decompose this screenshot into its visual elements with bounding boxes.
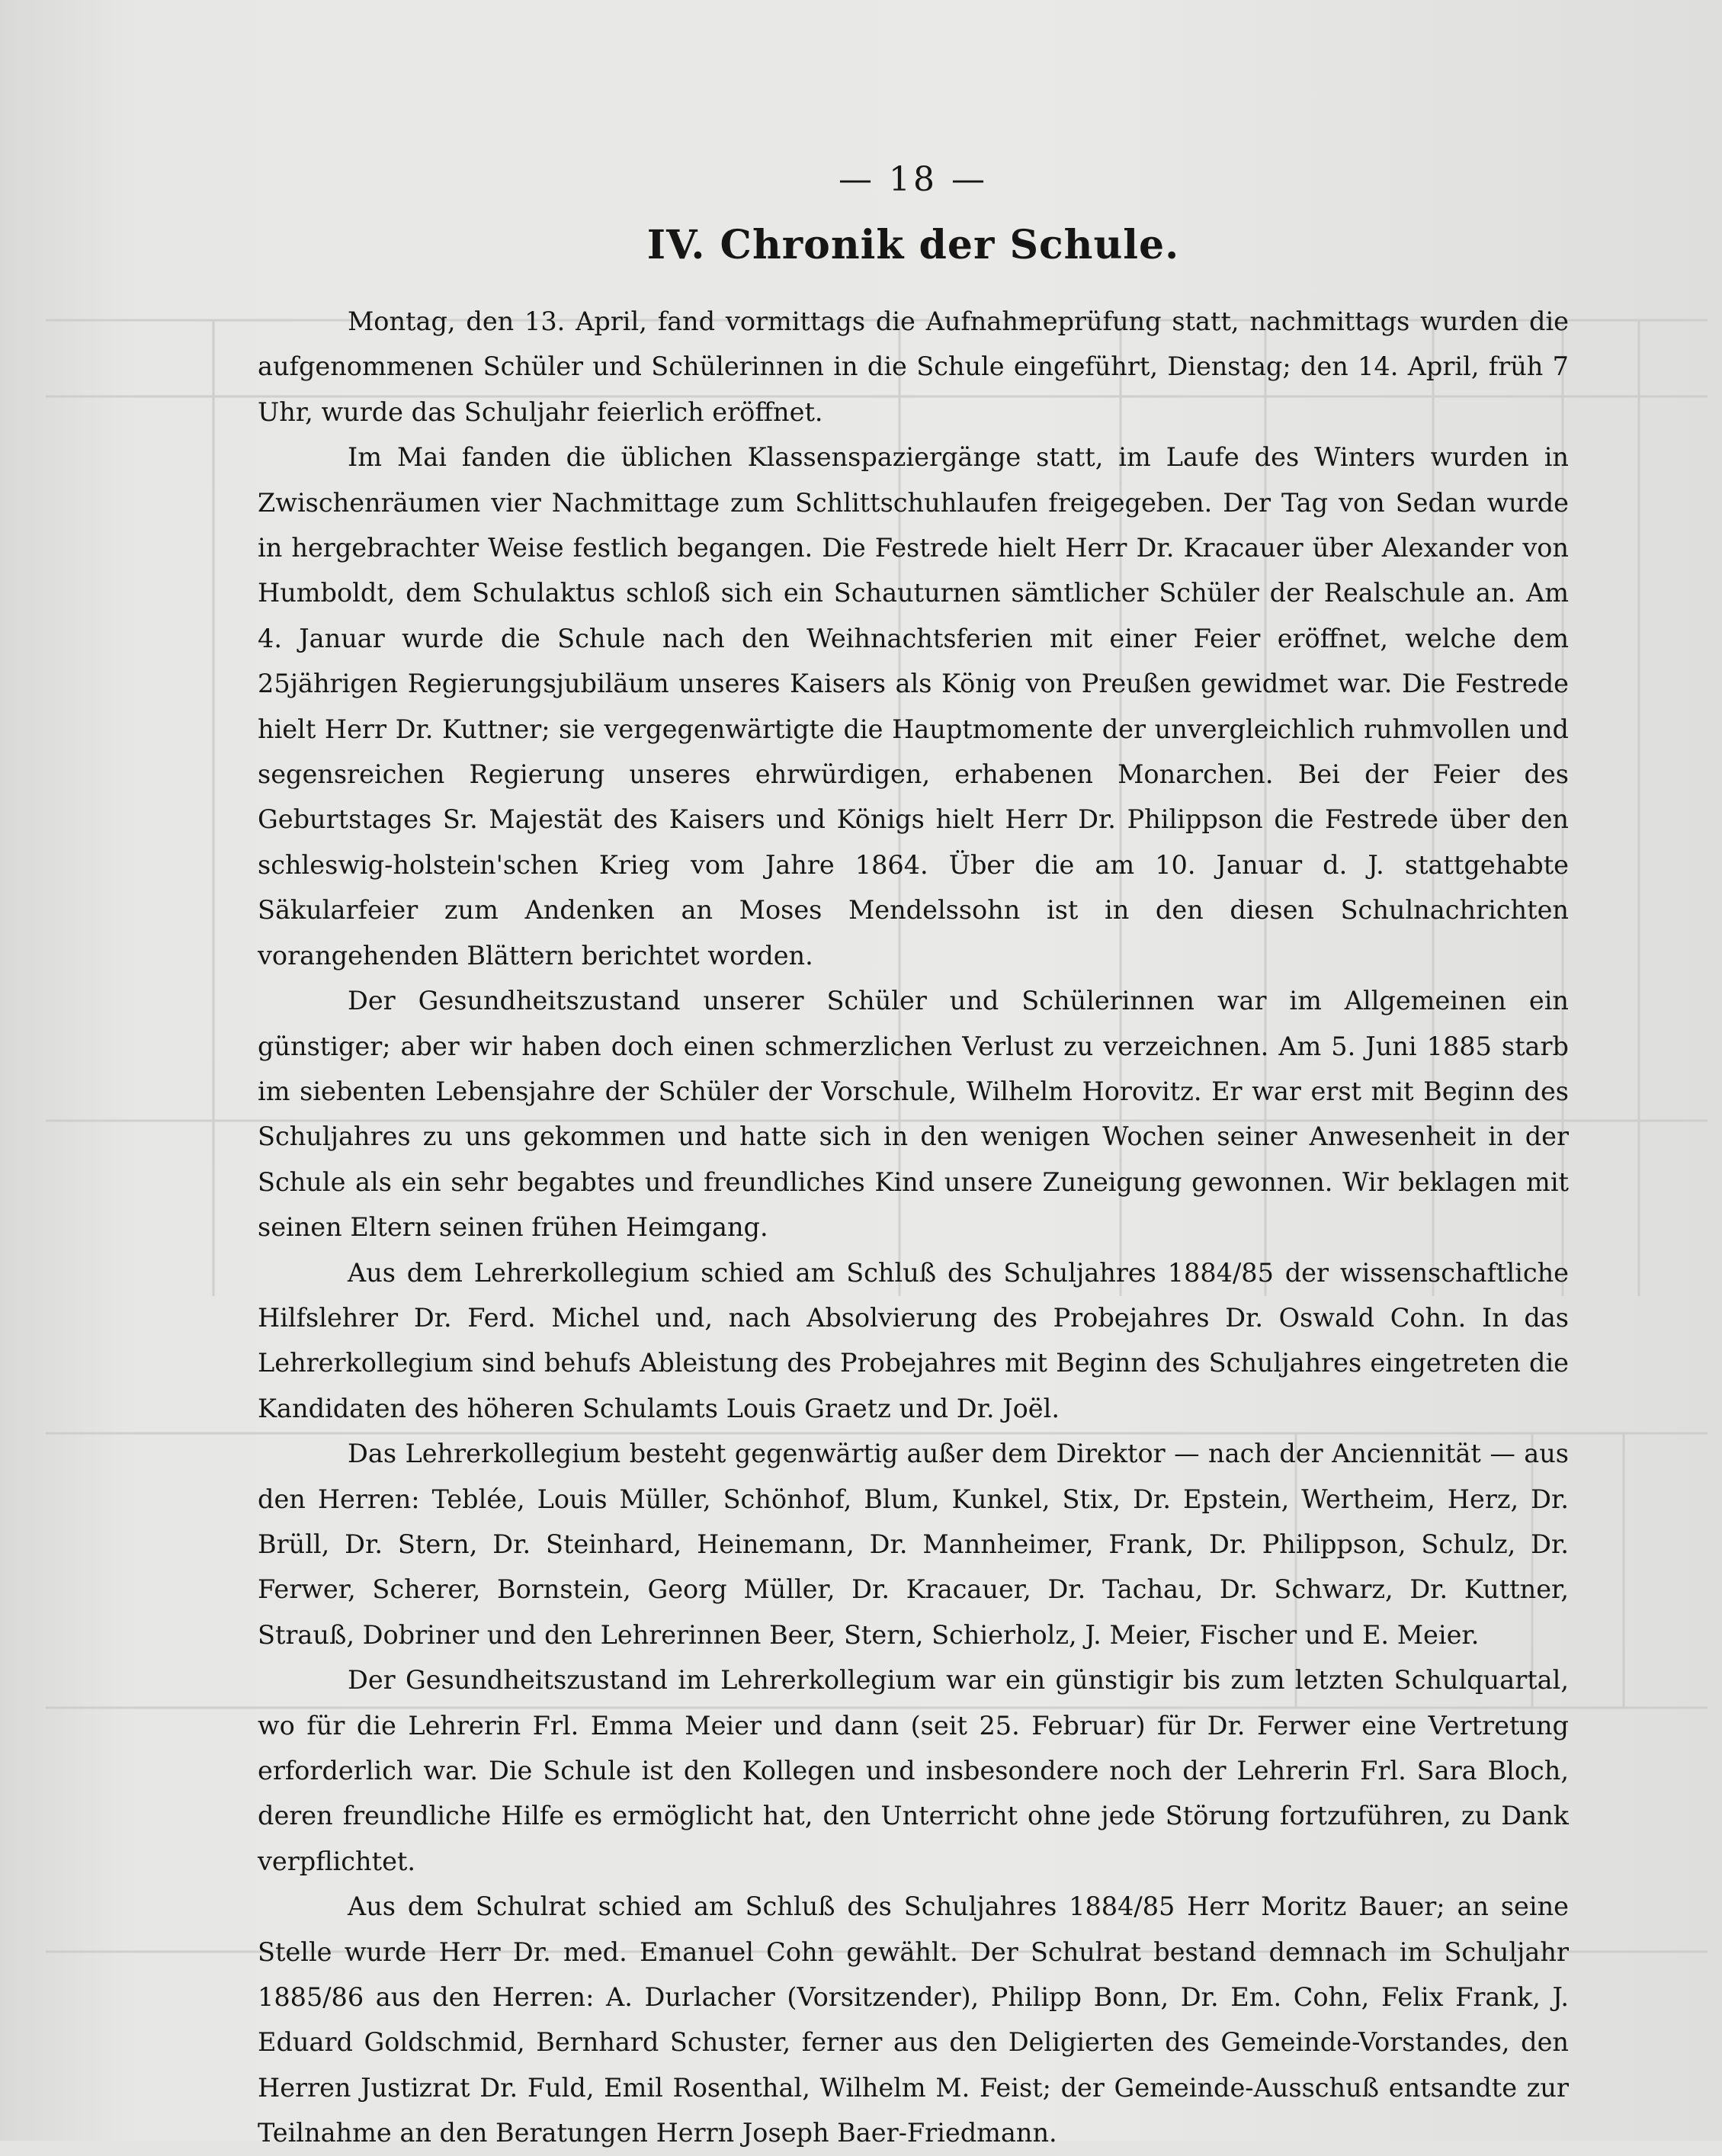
page-number: — 18 — (839, 160, 988, 199)
paragraph-teaching-staff: Das Lehrerkollegium besteht gegenwärtig außer dem Direktor — nach der Anciennität — aus den Herren: Teblée, Louis Müller, Schönhof, Blum, Kunkel, Stix, Dr. Epstein, Wertheim, Herz, Dr. Brüll, Dr. Stern, Dr. Steinhard, Heinemann, Dr. Mannheimer, Frank, Dr. Philippson, Schulz, Dr. Ferwer, Scherer, Bornstein, Georg Müller, Dr. Kracauer, Dr. Tachau, Dr. Schwarz, Dr. Kuttner, Strauß, Dobriner und den Lehrerinnen Beer, Stern, Schierholz, J. Meier, Fischer und E. Meier. (258, 1439, 1569, 1650)
paragraph-staff-changes: Aus dem Lehrerkollegium schied am Schluß des Schuljahres 1884/85 der wissenschaftliche Hilfslehrer Dr. Ferd. Michel und, nach Absolvierung des Probejahres Dr. Oswald Cohn. In das Lehrerkollegium sind behufs Ableistung des Probejahres mit Beginn des Schuljahres eingetreten die Kandidaten des höheren Schulamts Louis Graetz und Dr. Joël. (258, 1257, 1569, 1423)
paragraph-school-year-opening: Montag, den 13. April, fand vormittags die Aufnahmeprüfung statt, nachmittags wurden die aufgenommenen Schüler und Schülerinnen in die Schule eingeführt, Dienstag; den 14. April, früh 7 Uhr, wurde das Schuljahr feierlich eröffnet. (258, 306, 1569, 427)
paragraph-staff-health: Der Gesundheitszustand im Lehrerkollegium war ein günstigir bis zum letzten Schulquartal, wo für die Lehrerin Frl. Emma Meier und dann (seit 25. Februar) für Dr. Ferwer eine Vertretung erforderlich war. Die Schule ist den Kollegen und insbesondere noch der Lehrerin Frl. Sara Bloch, deren freundliche Hilfe es ermöglicht hat, den Unterricht ohne jede Störung fortzuführen, zu Dank verpflichtet. (258, 1665, 1569, 1876)
paragraph-school-council: Aus dem Schulrat schied am Schluß des Schuljahres 1884/85 Herr Moritz Bauer; an seine Stelle wurde Herr Dr. med. Emanuel Cohn gewählt. Der Schulrat bestand demnach im Schuljahr 1885/86 aus den Herren: A. Durlacher (Vorsitzender), Philipp Bonn, Dr. Em. Cohn, Felix Frank, J. Eduard Goldschmid, Bernhard Schuster, ferner aus den Deligierten des Gemeinde-Vorstandes, den Herren Justizrat Dr. Fuld, Emil Rosenthal, Wilhelm M. Feist; der Gemeinde-Ausschuß entsandte zur Teilnahme an den Beratungen Herrn Joseph Baer-Friedmann. (258, 1891, 1569, 2148)
paragraph-student-health: Der Gesundheitszustand unserer Schüler und Schülerinnen war im Allgemeinen ein günstiger; aber wir haben doch einen schmerzlichen Verlust zu verzeichnen. Am 5. Juni 1885 starb im siebenten Lebensjahre der Schüler der Vorschule, Wilhelm Horovitz. Er war erst mit Beginn des Schuljahres zu uns gekommen und hatte sich in den wenigen Wochen seiner Anwesenheit in der Schule als ein sehr begabtes und freundliches Kind unsere Zuneigung gewonnen. Wir beklagen mit seinen Eltern seinen frühen Heimgang. (258, 986, 1569, 1243)
paragraph-school-events: Im Mai fanden die üblichen Klassenspaziergänge statt, im Laufe des Winters wurden in Zwischenräumen vier Nachmittage zum Schlittschuhlaufen freigegeben. Der Tag von Sedan wurde in hergebrachter Weise festlich begangen. Die Festrede hielt Herr Dr. Kracauer über Alexander von Humboldt, dem Schulaktus schloß sich ein Schauturnen sämtlicher Schüler der Realschule an. Am 4. Januar wurde die Schule nach den Weihnachtsferien mit einer Feier eröffnet, welche dem 25jährigen Regierungsjubiläum unseres Kaisers als König von Preußen gewidmet war. Die Festrede hielt Herr Dr. Kuttner; sie vergegenwärtigte die Hauptmomente der unvergleichlich ruhmvollen und segensreichen Regierung unseres ehrwürdigen, erhabenen Monarchen. Bei der Feier des Geburtstages Sr. Majestät des Kaisers und Königs hielt Herr Dr. Philippson die Festrede über den schleswig-holstein'schen Krieg vom Jahre 1864. Über die am 10. Januar d. J. stattgehabte Säkularfeier zum Andenken an Moses Mendelssohn ist in den diesen Schulnachrichten vorangehenden Blättern berichtet worden. (258, 442, 1569, 971)
page-content (258, 160, 1569, 2156)
chapter-title: IV. Chronik der Schule. (646, 222, 1180, 268)
